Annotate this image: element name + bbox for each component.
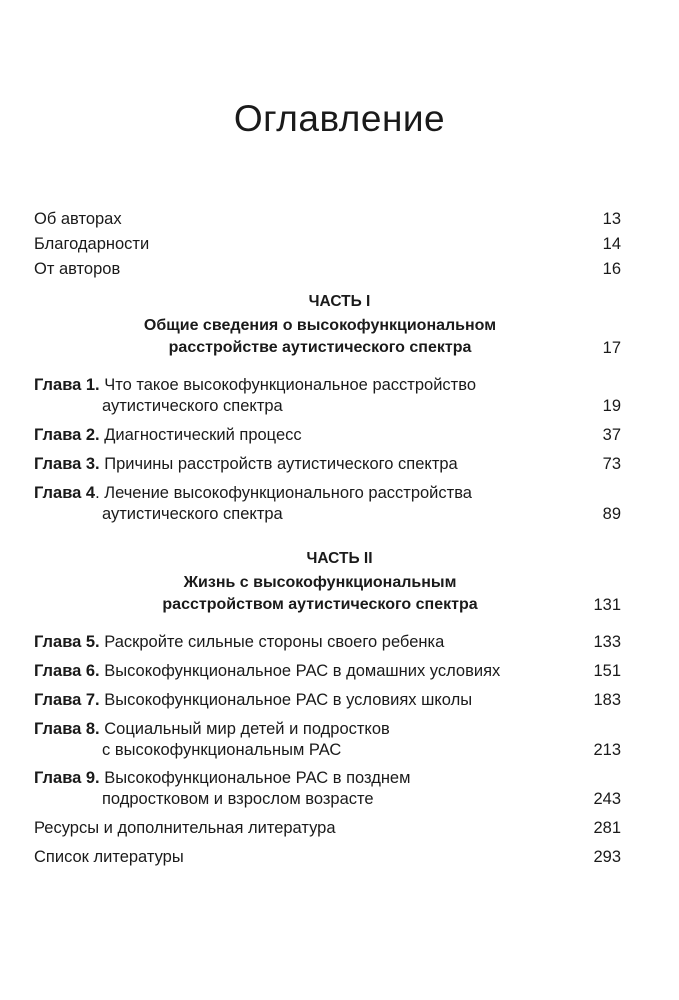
- toc-page-number: 213: [593, 741, 621, 759]
- chapter-number: Глава 6.: [34, 662, 100, 680]
- toc-entry-about-authors: Об авторах: [34, 210, 122, 228]
- toc-page-number: 13: [602, 210, 621, 228]
- toc-page-number: 37: [602, 426, 621, 444]
- toc-page-number: 293: [593, 848, 621, 866]
- toc-page-number: 281: [593, 819, 621, 837]
- chapter-title: Высокофункциональное РАС в условиях школы: [104, 691, 473, 709]
- chapter-number: Глава 9.: [34, 769, 100, 787]
- chapter-title: Диагностический процесс: [104, 426, 302, 444]
- toc-entry-chapter-9: [34, 768, 410, 788]
- toc-page-number: 16: [602, 260, 621, 278]
- chapter-title: Лечение высокофункционального расстройства: [104, 484, 472, 502]
- toc-page-number: 243: [593, 790, 621, 808]
- chapter-title: Высокофункциональное РАС в позднем: [104, 769, 411, 787]
- chapter-title-cont: аутистического спектра: [102, 397, 283, 415]
- toc-page-number: 151: [593, 662, 621, 680]
- chapter-title: Раскройте сильные стороны своего ребенка: [104, 633, 445, 651]
- chapter-title: Социальный мир детей и подростков: [104, 720, 390, 738]
- toc-page-number: 89: [602, 505, 621, 523]
- chapter-number: Глава 2.: [34, 426, 100, 444]
- toc-entry-chapter-2: [34, 425, 302, 445]
- toc-entry-chapter-1: [34, 375, 476, 395]
- chapter-number: Глава 1.: [34, 376, 100, 394]
- toc-entry-resources: Ресурсы и дополнительная литература: [34, 819, 336, 837]
- toc-entry-chapter-6: [34, 661, 500, 681]
- chapter-number-sep: .: [95, 484, 100, 502]
- toc-page-number: 73: [602, 455, 621, 473]
- toc-entry-bibliography: Список литературы: [34, 848, 184, 866]
- chapter-number: Глава 5.: [34, 633, 100, 651]
- toc-entry-acknowledgements: Благодарности: [34, 235, 150, 253]
- page-title: Оглавление: [233, 98, 446, 139]
- toc-page-number: 183: [593, 691, 621, 709]
- toc-page-number: 17: [602, 339, 621, 357]
- chapter-title: Что такое высокофункциональное расстройство: [104, 376, 476, 394]
- toc-page-number: 14: [602, 235, 621, 253]
- chapter-number: Глава 4: [34, 484, 96, 502]
- part-1-title-line2: расстройстве аутистического спектра: [168, 339, 472, 356]
- part-2-title-line2: расстройством аутистического спектра: [162, 596, 478, 613]
- chapter-title: Высокофункциональное РАС в домашних условиях: [104, 662, 501, 680]
- toc-page-number: 131: [593, 596, 621, 614]
- chapter-title: Причины расстройств аутистического спектра: [104, 455, 458, 473]
- chapter-number: Глава 3.: [34, 455, 100, 473]
- part-1-title-line1: Общие сведения о высокофункциональном: [143, 317, 497, 334]
- toc-page-number: 19: [602, 397, 621, 415]
- toc-entry-chapter-8: [34, 719, 390, 739]
- chapter-title-cont: с высокофункциональным РАС: [102, 741, 342, 759]
- chapter-number: Глава 8.: [34, 720, 100, 738]
- toc-page-number: 133: [593, 633, 621, 651]
- toc-entry-chapter-3: [34, 454, 458, 474]
- chapter-title-cont: подростковом и взрослом возрасте: [102, 790, 374, 808]
- chapter-number: Глава 7.: [34, 691, 100, 709]
- toc-entry-from-authors: От авторов: [34, 260, 121, 278]
- chapter-title-cont: аутистического спектра: [102, 505, 283, 523]
- toc-entry-chapter-5: [34, 632, 444, 652]
- toc-entry-chapter-7: [34, 690, 472, 710]
- part-2-title-line1: Жизнь с высокофункциональным: [183, 574, 457, 591]
- toc-entry-chapter-4: [34, 483, 472, 503]
- part-2-label: ЧАСТЬ II: [306, 550, 373, 567]
- part-1-label: ЧАСТЬ I: [308, 293, 371, 310]
